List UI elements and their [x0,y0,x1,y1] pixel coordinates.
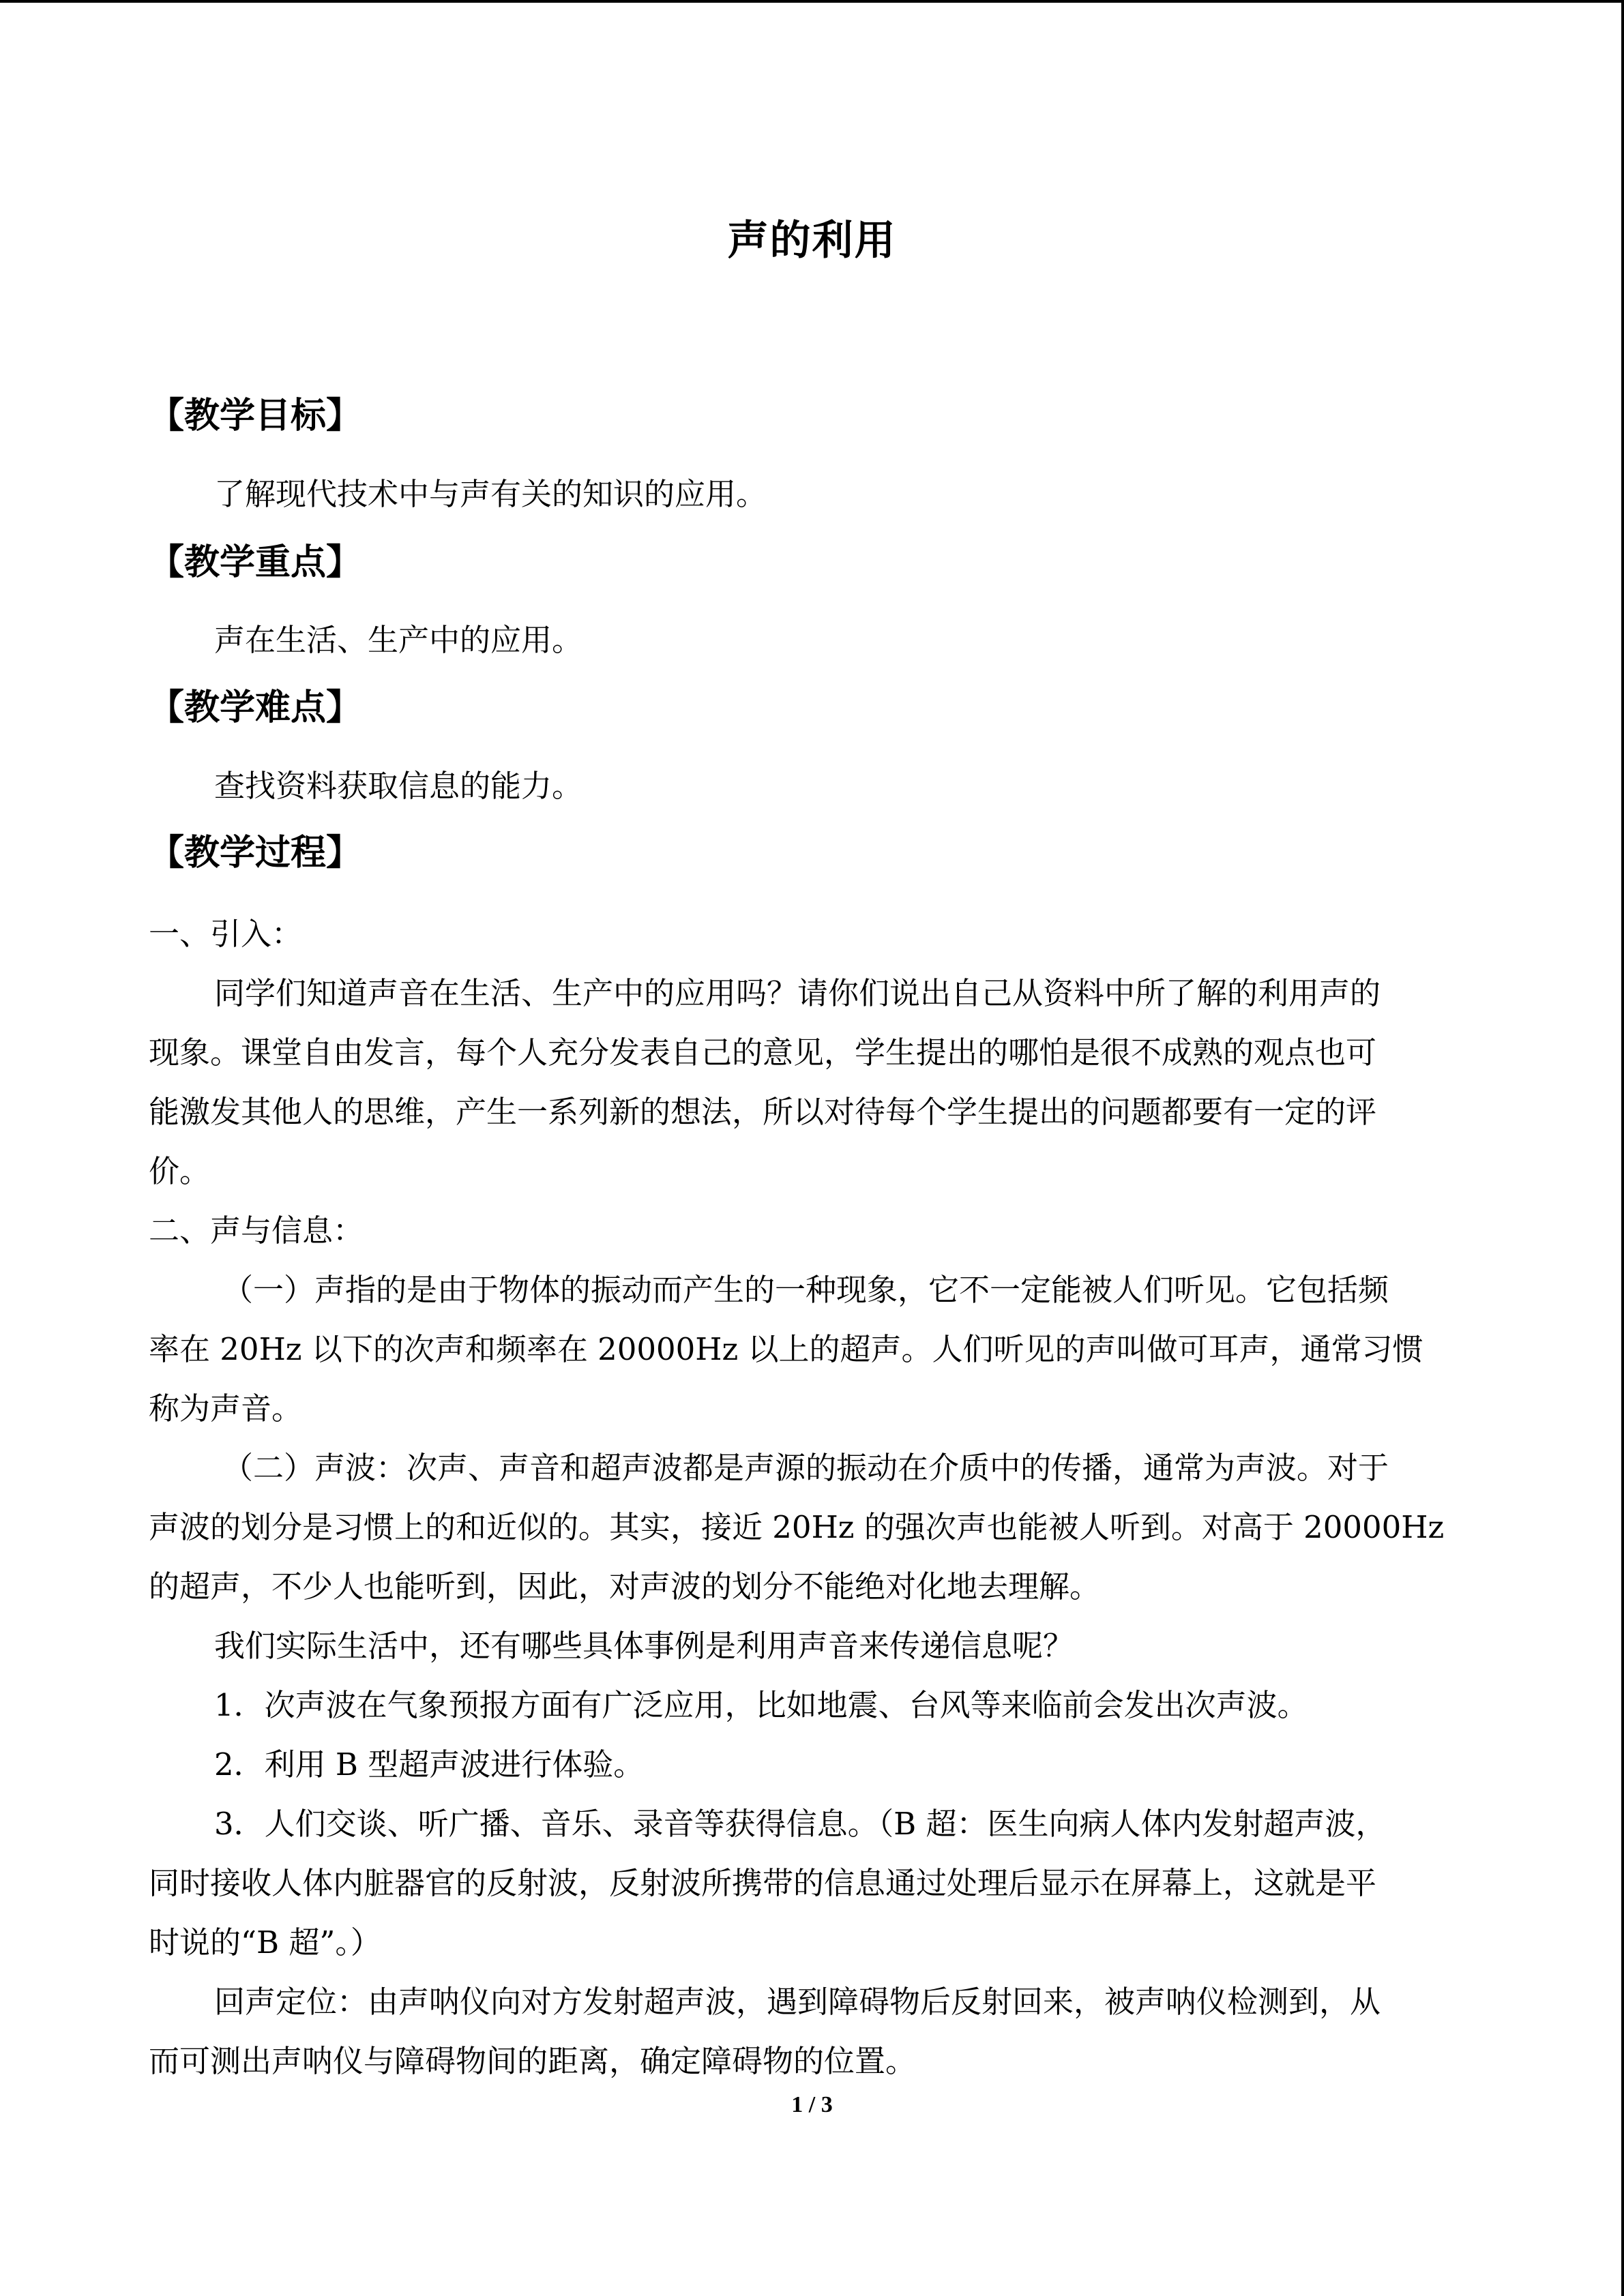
text-line: 声在生活、生产中的应用。 [214,622,583,658]
text-line: 查找资料获取信息的能力。 [214,768,583,804]
paragraph-key-points [149,610,1468,670]
text-line: 称为声音。 [149,1390,303,1427]
heading-teaching-process: 【教学过程】 [149,833,362,874]
section-label-sound-info: 二、声与信息： [149,1212,364,1249]
heading-key-points: 【教学重点】 [149,542,362,583]
text-line: 而可测出声呐仪与障碍物间的距离，确定障碍物的位置。 [149,2043,917,2079]
text-line: 声波的划分是习惯上的和近似的。其实，接近 20Hz 的强次声也能被人听到。对高于 20000Hz [149,1509,1445,1545]
text-line: 时说的“B 超”。） [149,1924,381,1960]
text-line: 回声定位：由声呐仪向对方发射超声波，遇到障碍物后反射回来，被声呐仪检测到，从 [214,1984,1381,2020]
heading-difficulties: 【教学难点】 [149,687,362,728]
paragraph-difficulties [149,756,1468,816]
text-line: （二）声波：次声、声音和超声波都是声源的振动在介质中的传播，通常为声波。对于 [222,1450,1389,1486]
text-line: 价。 [149,1153,211,1189]
text-line: （一）声指的是由于物体的振动而产生的一种现象，它不一定能被人们听见。它包括频 [222,1272,1389,1308]
text-line: 现象。课堂自由发言，每个人充分发表自己的意见，学生提出的哪怕是很不成熟的观点也可 [149,1034,1377,1071]
document-title: 声的利用 [727,217,897,265]
heading-teaching-goals: 【教学目标】 [149,396,362,436]
text-line: 率在 20Hz 以下的次声和频率在 20000Hz 以上的超声。人们听见的声叫做可耳声，通常习惯 [149,1331,1423,1367]
list-item: 2．利用 B 型超声波进行体验。 [214,1746,645,1783]
section-label-intro: 一、引入： [149,916,303,952]
text-line: 同时接收人体内脏器官的反射波，反射波所携带的信息通过处理后显示在屏幕上，这就是平 [149,1865,1377,1901]
paragraph-teaching-process [149,904,1468,2091]
list-item: 3．人们交谈、听广播、音乐、录音等获得信息。（B 超：医生向病人体内发射超声波， [214,1806,1387,1842]
text-line: 同学们知道声音在生活、生产中的应用吗？请你们说出自己从资料中所了解的利用声的 [214,975,1381,1011]
text-line: 能激发其他人的思维，产生一系列新的想法，所以对待每个学生提出的问题都要有一定的评 [149,1094,1377,1130]
text-line: 我们实际生活中，还有哪些具体事例是利用声音来传递信息呢？ [214,1628,1074,1664]
paragraph-teaching-goals [149,464,1468,524]
text-line: 了解现代技术中与声有关的知识的应用。 [214,476,767,512]
list-item: 1．次声波在气象预报方面有广泛应用，比如地震、台风等来临前会发出次声波。 [214,1687,1308,1723]
text-line: 的超声，不少人也能听到，因此，对声波的划分不能绝对化地去理解。 [149,1568,1101,1605]
page-number: 1 / 3 [791,2092,833,2117]
